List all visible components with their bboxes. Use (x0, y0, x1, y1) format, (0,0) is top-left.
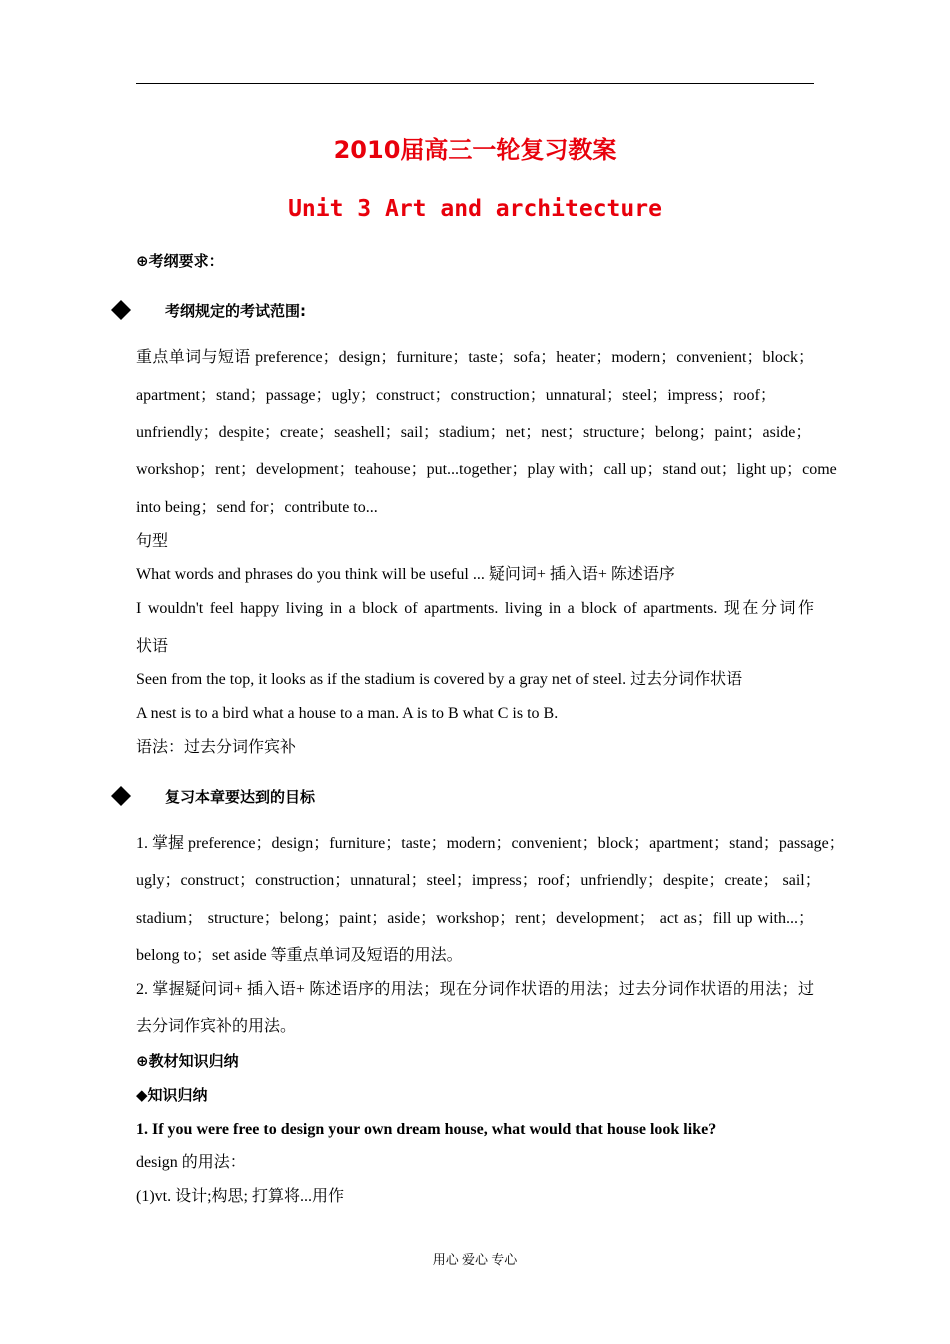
diamond-bullet-icon (111, 786, 127, 802)
grammar-line: 语法：过去分词作宾补 (136, 739, 297, 756)
goals-heading: 复习本章要达到的目标 (165, 788, 316, 806)
sentence-line: Seen from the top, it looks as if the stadium is covered by a gray net of steel. 过去分词作状语 (136, 671, 743, 688)
diamond-bullet-icon (111, 300, 127, 316)
vocab-line: into being；send for；contribute to... (136, 499, 378, 516)
knowledge-subheading: ◆知识归纳 (136, 1086, 208, 1104)
vocab-line: apartment；stand；passage；ugly；construct；construction；unnatural；steel；impress；roof； (136, 387, 776, 404)
document-title: 2010届高三一轮复习教案 (333, 136, 617, 164)
design-usage-label: design 的用法： (136, 1154, 246, 1171)
sentence-line: I wouldn't feel happy living in a block of apartments. living in a block of apartments. 现在分词作 (136, 600, 814, 617)
goal-line: belong to；set aside 等重点单词及短语的用法。 (136, 947, 463, 964)
section-exam-requirements: ⊕考纲要求： (136, 252, 224, 270)
vocab-line: unfriendly；despite；create；seashell；sail；stadium；net；nest；structure；belong；paint；aside； (136, 424, 812, 441)
goal-line: stadium； structure；belong；paint；aside；workshop；rent；development； act as；fill up with...； (136, 910, 815, 927)
goal-line: 2. 掌握疑问词+ 插入语+ 陈述语序的用法；现在分词作状语的用法；过去分词作状语的用法；过 (136, 981, 814, 998)
sentence-line: What words and phrases do you think will be useful ... 疑问词+ 插入语+ 陈述语序 (136, 566, 675, 583)
goal-line: ugly；construct；construction；unnatural；steel；impress；roof；unfriendly；despite；create； sail； (136, 872, 821, 889)
goal-line: 1. 掌握 preference；design；furniture；taste；modern；convenient；block；apartment；stand；passage； (136, 835, 845, 852)
vocab-line: 重点单词与短语 preference；design；furniture；taste；sofa；heater；modern；convenient；block； (136, 349, 814, 366)
vocab-line: workshop；rent；development；teahouse；put...together；play with；call up；stand out；light up；come (136, 461, 837, 478)
sentence-label: 句型 (136, 533, 169, 550)
sentence-line: A nest is to a bird what a house to a man. A is to B what C is to B. (136, 705, 559, 722)
section-knowledge: ⊕教材知识归纳 (136, 1052, 239, 1070)
design-usage-item: (1)vt. 设计;构思; 打算将...用作 (136, 1188, 344, 1205)
question-1: 1. If you were free to design your own dream house, what would that house look like? (136, 1121, 717, 1138)
header-rule (136, 83, 814, 84)
page-footer: 用心 爱心 专心 (432, 1252, 518, 1267)
goal-line: 去分词作宾补的用法。 (136, 1018, 297, 1035)
sentence-line: 状语 (136, 638, 169, 655)
exam-scope-heading: 考纲规定的考试范围: (165, 302, 306, 320)
unit-title: Unit 3 Art and architecture (288, 196, 662, 222)
